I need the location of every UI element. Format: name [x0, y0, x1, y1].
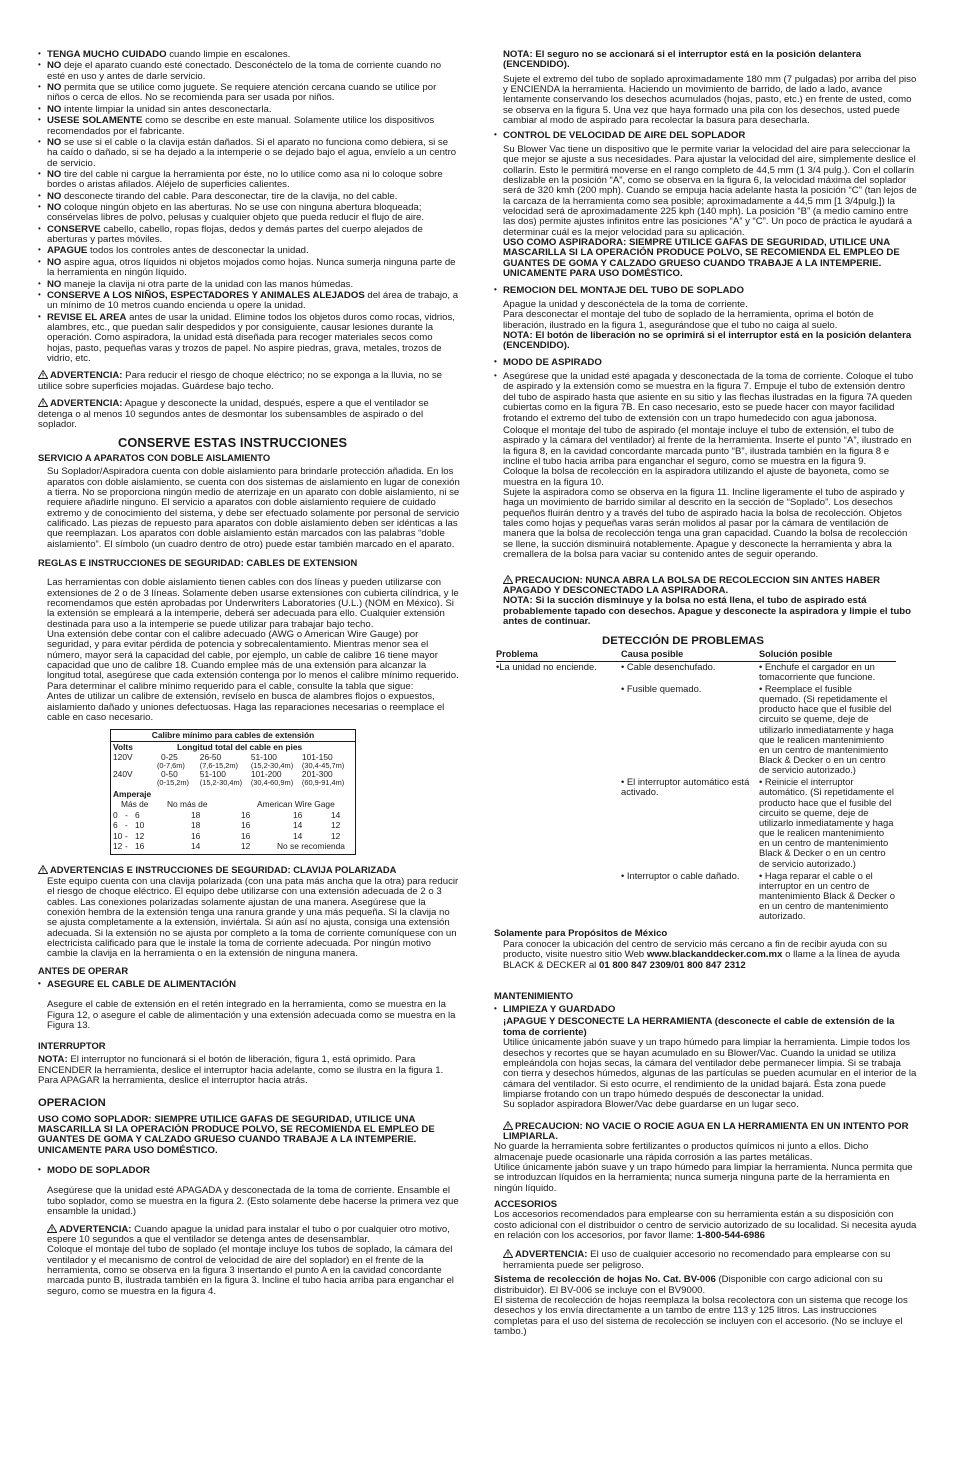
aspirado-p2: Coloque el montaje del tubo de aspirado (el montaje incluye el tubo de extensión, el tubo de aspirado y la cámara del ventilador) al frente de la herramienta. Inserte el punto “A”, ilustrado en la figura 8, en la cavidad concordante marcada punto “B”, ilustrada también en la figura 8 e incline el tubo hacia arriba para enganchar el seguro, como se muestra en la figura 9. [503, 424, 912, 467]
interruptor-text: NOTA: El interruptor no funcionará si el botón de liberación, figura 1, está oprimido. Para ENCENDER la herramienta, deslice el interruptor hacia adelante, como se ilustra en la figura 1. Para APAGAR la herramienta, deslice el interruptor hacia atrás. [38, 1054, 444, 1087]
remocion-p2: Para desconectar el montaje del tubo de soplado de la herramienta, oprima el botón de liberación, ilustrado en la figura 1, asegurándose que el tubo no caiga al suelo. [503, 309, 874, 331]
safety-bullet: • NO tire del cable ni cargue la herramienta por éste, no lo utilice como asa ni lo coloque sobre bordes o aristas afilados. Aléjelo de superficies calientes. [38, 170, 460, 191]
sistema-text: Sistema de recolección de hojas No. Cat. BV-006 (Disponible con cargo adicional con su distribuidor). El BV-006 se incluye con el BV9000. [494, 1274, 883, 1296]
amperage-row: 6 - 10 18 16 14 12 [113, 820, 341, 831]
operacion-caps: USO COMO SOPLADOR: SIEMPRE UTILICE GAFAS DE SEGURIDAD, UTILICE UNA MASCARILLA SI LA OPERACIÓN PRODUCE POLVO, SE RECOMIENDA EL EMPLEO DE GUANTES DE GOMA Y CALZADO GRUESO CUANDO TRABAJE A LA INTEMPERIE. UNICAMENTE PARA USO DOMÉSTICO. [38, 1113, 435, 1156]
aspirado-b1: • Asegúrese que la unidad esté apagada y desconectada de la toma de corriente. Coloque el tubo de aspirado y la extensión como se muestra en la figura 7. Empuje el tubo de extensión dentro del tubo de aspirado hasta que asiente en su sitio y las flechas ilustradas en la figura 7A queden cubiertas como en la figura 7B. En caso necesario, esto se puede hacer con mayor facilidad frotando el extremo del tubo de extensión con un trapo humedecido con agua jabonosa. [494, 372, 918, 424]
warning-disconnect: ADVERTENCIA: Apague y desconecte la unidad, después, espere a que el ventilador se detenga o al menos 10 segundos antes de desmontar los subensambles de aspirado o del soplador. [38, 398, 429, 430]
amperage-row: 10 - 12 16 16 14 12 [113, 830, 341, 841]
remocion-nota: NOTA: El botón de liberación no se oprimirá si el interruptor está en la posición delantera (ENCENDIDO). [503, 329, 912, 352]
operacion-heading: OPERACION [38, 1096, 106, 1109]
precaucion-agua-text: No guarde la herramienta sobre fertilizantes o productos químicos ni junto a ellos. Dicho almacenaje puede ocasionarle una rápida corrosión a las partes metálicas. [494, 1141, 869, 1163]
limpieza-p2: Su soplador aspiradora Blower/Vac debe guardarse en un lugar seco. [503, 1099, 799, 1111]
warning-triangle-icon [503, 575, 513, 584]
limpieza-caps: ¡APAGUE Y DESCONECTE LA HERRAMIENTA (desconecte el cable de extensión de la toma de corriente) [503, 1016, 895, 1038]
remocion-heading: • REMOCION DEL MONTAJE DEL TUBO DE SOPLADO [494, 286, 918, 296]
reglas-p3: Para determinar el calibre mínimo requerido para el cable, consulte la tabla que sigue: [47, 680, 414, 692]
safety-bullet: • NO coloque ningún objeto en las aberturas. No se use con ninguna abertura bloqueada; consérvelas libres de polvo, pelusas y cualquier objeto que pueda reducir el flujo de aire. [38, 203, 460, 224]
mantenimiento-heading: MANTENIMIENTO [494, 989, 573, 1001]
sistema-text2: El sistema de recolección de hojas reemplaza la bolsa recolectora con un sistema que recoge los desechos y los envía directamente a un tambo de entre 113 y 125 litros. Las instrucciones completas para el uso del sistema de recolección se incluyen con el accesorio. (No se incluye el tambo.) [494, 1294, 908, 1337]
interruptor-heading: INTERRUPTOR [38, 1040, 106, 1052]
safety-bullet: • NO aspire agua, otros líquidos ni objetos mojados como hojas. Nunca sumerja ninguna parte de la herramienta en ningún líquido. [38, 258, 460, 279]
safety-bullet: • TENGA MUCHO CUIDADO cuando limpie en escalones. [38, 50, 460, 60]
safety-bullet: • NO deje el aparato cuando esté conectado. Desconéctelo de la toma de corriente cuando no esté en uso y antes de darle servicio. [38, 61, 460, 82]
safety-bullet-list [38, 50, 460, 364]
antes-heading: ANTES DE OPERAR [38, 964, 129, 976]
precaucion-agua: PRECAUCION: NO VACIE O ROCIE AGUA EN LA HERRAMIENTA EN UN INTENTO POR LIMPIARLA. [503, 1120, 909, 1143]
reglas-p2: Una extensión debe contar con el calibre adecuado (AWG o American Wire Gauge) por seguridad, y para evitar pérdida de potencia y sobrecalentamiento. Mientras menor sea el número, mayor será la capacidad del cable, por ejemplo, un cable de calibre 16 tiene mayor capacidad que uno de calibre 18. Cuando emplee más de una extensión para alcanzar la longitud total, asegúrese que cada extensión contenga por lo menos el calibre mínimo requerido. [47, 629, 459, 682]
table-row: • Fusible quemado. • Reemplace el fusible quemado. (Si repetidamente el producto hace que el fusible del circuito se queme, deje de utilizarlo inmediatamente y haga que le realicen mantenimiento en un centro de mantenimiento Black & Decker o en un centro de servicio autorizado.) [621, 682, 894, 776]
limpieza-heading: • LIMPIEZA Y GUARDADO [494, 1005, 918, 1015]
modo-soplador-text: Asegúrese que la unidad esté APAGADA y desconectada de la toma de corriente. Ensamble el tubo soplador, como se muestra en la figura 2. (Esto solamente debe hacerse la primera vez que ensamble la unidad.) [47, 1185, 459, 1218]
safety-bullet: • NO permita que se utilice como juguete. Se requiere atención cercana cuando se utilice por niños o cerca de ellos. No se recomienda para ser usada por niños. [38, 83, 460, 104]
precaucion-agua-text2: Utilice únicamente jabón suave y un trapo húmedo para limpiar la herramienta. Nunca permita que se introduzcan líquidos en la herramienta; nunca sumerja ninguna parte de la herramienta en ningún líquido. [494, 1162, 913, 1194]
col-causa: Causa posible [621, 650, 759, 661]
table-row: • El interruptor automático está activado. • Reinicie el interruptor automático. (Si repetidamente el producto hace que el fusible del circuito se queme, deje de utilizarlo inmediatamente y haga que le realicen mantenimiento en un centro de mantenimiento Black & Decker o en un centro de servicio autorizado.) [621, 776, 894, 869]
precaucion-bolsa: PRECAUCION: NUNCA ABRA LA BOLSA DE RECOLECCION SIN ANTES HABER APAGADO Y DESCONECTADO LA ASPIRADORA. [503, 574, 881, 596]
reglas-heading: REGLAS E INSTRUCCIONES DE SEGURIDAD: CABLES DE EXTENSION [38, 557, 358, 569]
right-column [494, 50, 918, 1341]
polar-text: Este equipo cuenta con una clavija polarizada (con una pata más ancha que la otra) para reducir el riesgo de choque eléctrico. El equipo debe utilizarse con una extensión adecuada de 2 o 3 cables. Las conexiones polarizadas solamente ajustan de una manera. Asegúrese que la conexión hembra de la extensión tenga una ranura grande y una más pequeña. Si la clavija no se ajusta completamente a la extensión, inviértala. Si aún así no ajusta, consiga una extensión adecuada. Si la extensión no se ajusta por completo a la toma de corriente comuníquese con un electricista calificado para que le instale la toma de corriente adecuada. Por ningún motivo cambie la clavija en la herramienta o en la extensión de ninguna manera. [47, 875, 459, 960]
cable-gauge-table: Calibre mínimo para cables de extensión Volts Longitud total del cable en pies 120V 0-25 26-50 51-100 101-150 (0-7,6m) (7,6-15,2m) (15,2-30,4m) (30,4-45,7m) 240V 0-50 51-100 101-200 201-300 (0-15,2m) (15,2-30,4m) (30,4-60,9m) (60,9-91,4m) Amperaje Más de No más de American Wire Gage 0 - 6 18 16 16 14 6 - 10 18 16 14 12 10 - 12 16 16 14 12 12 - 16 14 12 No se recomienda [110, 729, 356, 854]
warning-triangle-icon [38, 398, 48, 407]
troubleshooting-table [496, 650, 896, 924]
warning-accesorios: ADVERTENCIA: El uso de cualquier accesorio no recomendado para emplearse con su herramienta puede ser peligroso. [503, 1249, 891, 1271]
reglas-p4: Antes de utilizar un calibre de extensión, revíselo en busca de alambres flojos o expuestos, aislamiento dañado y uniones defectuosas. Haga las reparaciones necesarias o reemplace el cable en caso necesario. [47, 691, 445, 723]
mexico-website: www.blackanddecker.com.mx [646, 949, 783, 961]
control-heading: • CONTROL DE VELOCIDAD DE AIRE DEL SOPLADOR [494, 131, 918, 141]
reglas-p1: Las herramientas con doble aislamiento tienen cables con dos líneas y pueden utilizarse con extensiones de 2 o de 3 líneas. Solamente deben usarse extensiones con cubierta cilíndrica, y le recomendamos que estén aprobadas por Underwriters Laboratories (U.L.) (NOM en México). Si la extensión se empleará a la intemperie, deberá ser adecuada para ello. Cualquier extensión destinada para uso a la intemperie se puede utilizar para trabajar bajo techo. [47, 577, 459, 630]
safety-bullet: • APAGUE todos los controles antes de desconectar la unidad. [38, 246, 460, 256]
accesorios-text: Los accesorios recomendados para emplearse con su herramienta están a su disposición con costo adicional con el distribuidor o centro de servicio autorizado de su localidad. Si necesita ayuda en relación con los accesorios, por favor llame: 1-800-544-6986 [494, 1209, 917, 1242]
col-problema: Problema [496, 650, 621, 661]
warning-triangle-icon [47, 1224, 57, 1233]
safety-bullet: • NO intente limpiar la unidad sin antes desconectarla. [38, 105, 460, 115]
col-solucion: Solución posible [759, 650, 896, 661]
polar-heading: ADVERTENCIAS E INSTRUCCIONES DE SEGURIDAD: CLAVIJA POLARIZADA [38, 865, 460, 875]
amperage-row: 0 - 6 18 16 16 14 [113, 809, 341, 820]
warning-triangle-icon [503, 1249, 513, 1258]
table-row: •La unidad no enciende. • Cable desenchufado. • Enchufe el cargador en un tomacorriente que funcione. [496, 660, 876, 682]
servicio-text: Su Soplador/Aspiradora cuenta con doble aislamiento para brindarle protección añadida. En los aparatos con doble aislamiento, se cuenta con dos sistemas de aislamiento en lugar de conexión a tierra. No se proporciona ningún medio de aterrizaje en un aparato con doble aislamiento, ni se requiere añadirle ninguno. El servicio a aparatos con doble aislamiento requiere de cuidado extremo y de conocimiento del sistema, y debe ser efectuado solamente por personal de servicio calificado. Las piezas de repuesto para aparatos con doble aislamiento deben ser idénticas a las que reemplazan. Los aparatos con doble aislamiento están marcados con las palabras “doble aislamiento”. El símbolo (un cuadro dentro de otro) puede estar también marcado en el aparato. [47, 466, 460, 550]
left-column [38, 50, 460, 1301]
accesorios-heading: ACCESORIOS [494, 1198, 558, 1210]
mexico-heading: Solamente para Propósitos de México [494, 928, 668, 940]
amperage-row: 12 - 16 14 12 No se recomienda [113, 841, 345, 852]
safety-bullet: • NO desconecte tirando del cable. Para desconectar, tire de la clavija, no del cable. [38, 192, 460, 202]
table-row: • Interruptor o cable dañado. • Haga reparar el cable o el interruptor en un centro de mantenimiento Black & Decker o en un centro de mantenimiento autorizado. [621, 869, 895, 922]
warning-triangle-icon [38, 370, 48, 379]
asegure-heading: • ASEGURE EL CABLE DE ALIMENTACIÓN [38, 980, 460, 990]
servicio-heading: SERVICIO A APARATOS CON DOBLE AISLAMIENTO [38, 452, 271, 464]
safety-bullet: • CONSERVE A LOS NIÑOS, ESPECTADORES Y ANIMALES ALEJADOS del área de trabajo, a un mínimo de 10 metros cuando encienda u opere la unidad. [38, 291, 460, 312]
precaucion-nota: NOTA: Si la succión disminuye y la bolsa no está llena, el tubo de aspirado está probablemente tapado con desechos. Apague y desconecte la aspiradora y limpie el tubo antes de continuar. [503, 595, 912, 627]
conserve-heading: CONSERVE ESTAS INSTRUCCIONES [118, 435, 348, 451]
sujete-text: Sujete el extremo del tubo de soplado aproximadamente 180 mm (7 pulgadas) por arriba del piso y ENCIENDA la herramienta. Haciendo un movimiento de barrido, de lado a lado, avance lentamente conservando los desechos acumulados (hojas, pasto, etc.) en frente de usted, como se observa en la figura 5. Una vez que haya formado una pila con los desechos, usted puede cambiar al modo de aspirado para recolectar la basura para desecharla. [503, 73, 917, 127]
warning-blower: ADVERTENCIA: Cuando apague la unidad para instalar el tubo o por cualquier otro motivo, espere 10 segundos a que el ventilador se detenga antes de desensamblar. [47, 1223, 450, 1245]
safety-bullet: • NO se use si el cable o la clavija están dañados. Si el aparato no funciona como debiera, si se ha caído o dañado, si se ha dejado a la intemperie o se dejado bajo el agua, envíelo a un centro de servicio. [38, 138, 460, 169]
modo-soplador-heading: • MODO DE SOPLADOR [38, 1166, 460, 1176]
aspirado-p3: Coloque la bolsa de recolección en la aspiradora utilizando el ajuste de bayoneta, como se muestra en la figura 10. [503, 466, 890, 488]
deteccion-heading: DETECCIÓN DE PROBLEMAS [602, 635, 765, 648]
amperage-rows [113, 811, 353, 853]
cable-table-title: Calibre mínimo para cables de extensión [111, 731, 355, 742]
aspiradora-caps: USO COMO ASPIRADORA: SIEMPRE UTILICE GAFAS DE SEGURIDAD, UTILICE UNA MASCARILLA SI LA OPERACIÓN PRODUCE POLVO, SE RECOMIENDA EL EMPLEO DE GUANTES DE GOMA Y CALZADO GRUESO CUANDO TRABAJE A LA INTEMPERIE. UNICAMENTE PARA USO DOMÉSTICO. [503, 237, 900, 280]
safety-bullet: • REVISE EL AREA antes de usar la unidad. Elimine todos los objetos duros como rocas, vidrios, alambres, etc., que puedan salir despedidos y por consiguiente, causar lesiones durante la operación. Como aspiradora, la unidad está diseñada para recoger materiales secos como hojas, pasto, pequeñas varas y trozos de papel. No aspire piedras, grava, metales, trozos de vidrio, etc. [38, 313, 460, 365]
asegure-text: Asegure el cable de extensión en el retén integrado en la herramienta, como se muestra en la Figura 12, o asegure el cable de alimentación y una extensión adecuada como se muestra en la Figura 13. [47, 999, 456, 1031]
modo-soplador-text2: Coloque el montaje del tubo de soplado (el montaje incluye los tubos de soplado, la cámara del ventilador y el mecanismo de control de velocidad de aire del soplador) en el frente de la herramienta, como se observa en la figura 3 insertando el punto A en la cavidad concordante marcada punto B, ilustrada también en la figura 3. Incline el tubo hacia arriba para enganchar el seguro, como se muestra en la figura 4. [47, 1244, 454, 1297]
safety-bullet: • NO maneje la clavija ni otra parte de la unidad con las manos húmedas. [38, 280, 460, 290]
mexico-text: Para conocer la ubicación del centro de servicio más cercano a fin de recibir ayuda con su producto, visite nuestro sitio Web www.blackanddecker.com.mx o llame a la línea de ayuda BLACK & DECKER al 01 800 847 2309/01 800 847 2312 [503, 938, 900, 971]
warning-electric-shock: ADVERTENCIA: Para reducir el riesgo de choque eléctrico; no se exponga a la lluvia, no se utilice sobre superficies mojadas. Guárdese bajo techo. [38, 370, 442, 392]
warning-triangle-icon [503, 1121, 513, 1130]
limpieza-p1: Utilice únicamente jabón suave y un trapo húmedo para limpiar la herramienta. Limpie todos los desechos y recortes que se hayan acumulado en su Blower/Vac. Cuando la unidad se utiliza empleándola con hojas secas, la cámara del ventilador debe permanecer limpia. Si se trabaja con tierra y desechos húmedos, algunas de las partículas se pueden acumular en el interior de la cámara del ventilador. Si esto ocurre, el rendimiento de la unidad bajará. Ésta zona puede limpiarse frotando con un trapo húmedo después de desconectar la unidad. [503, 1037, 917, 1100]
safety-bullet: • USESE SOLAMENTE como se describe en este manual. Solamente utilice los dispositivos recomendados por el fabricante. [38, 116, 460, 137]
mexico-phone: 01 800 847 2309/01 800 847 2312 [598, 959, 746, 971]
control-text: Su Blower Vac tiene un dispositivo que le permite variar la velocidad del aire para seleccionar la que mejor se ajuste a sus necesidades. Para ajustar la velocidad del aire, simplemente deslice el collarín. Esto le permitirá moverse en el rango completo de 44,5 mm (1 3/4 pulg.). Con el collarín deslizable en la posición “A”, como se observa en la figura 6, la velocidad máxima del soplador será de 320 kmh (200 mph). Cuando se empuja hacia adelante hasta la posición “C” (tan lejos de la carcaza de la herramienta como sea posible; aproximadamente a 44,5 mm [1 3/4pulg.]) la velocidad será de aproximadamente 225 kph (140 mph). La posición “B” (a medio camino entre las dos) permite ajustes infinitos entre las posiciones “A” y “C”. Un poco de práctica le ayudará a determinar cuál es la mejor velocidad para su aplicación. [503, 143, 917, 238]
remocion-p1: Apague la unidad y desconéctela de la toma de corriente. [503, 298, 748, 310]
safety-bullet: • CONSERVE cabello, cabello, ropas flojas, dedos y demás partes del cuerpo alejados de aberturas y partes móviles. [38, 225, 460, 246]
nota-top: NOTA: El seguro no se accionará si el interruptor está en la posición delantera (ENCENDIDO). [503, 49, 862, 71]
aspirado-p4: Sujete la aspiradora como se observa en la figura 11. Incline ligeramente el tubo de aspirado y haga un movimiento de barrido similar al descrito en la sección de “Soplado”. Los desechos pequeños fluirán dentro y a través del tubo de aspirado hacia la bolsa de recolección. Objetos tales como hojas y pequeñas varas serán molidos al pasar por la cámara de ventilación de manera que la bolsa de recolección tenga una gran capacidad. Cuando la bolsa de recolección se llene, la succión disminuirá notablemente. Apague y desconecte la herramienta y abra la cremallera de la bolsa para vaciar su contenido antes de seguir operando. [503, 487, 908, 561]
accesorios-phone: 1-800-544-6986 [696, 1230, 765, 1242]
warning-triangle-icon [38, 865, 48, 874]
aspirado-heading: • MODO DE ASPIRADO [494, 358, 918, 368]
